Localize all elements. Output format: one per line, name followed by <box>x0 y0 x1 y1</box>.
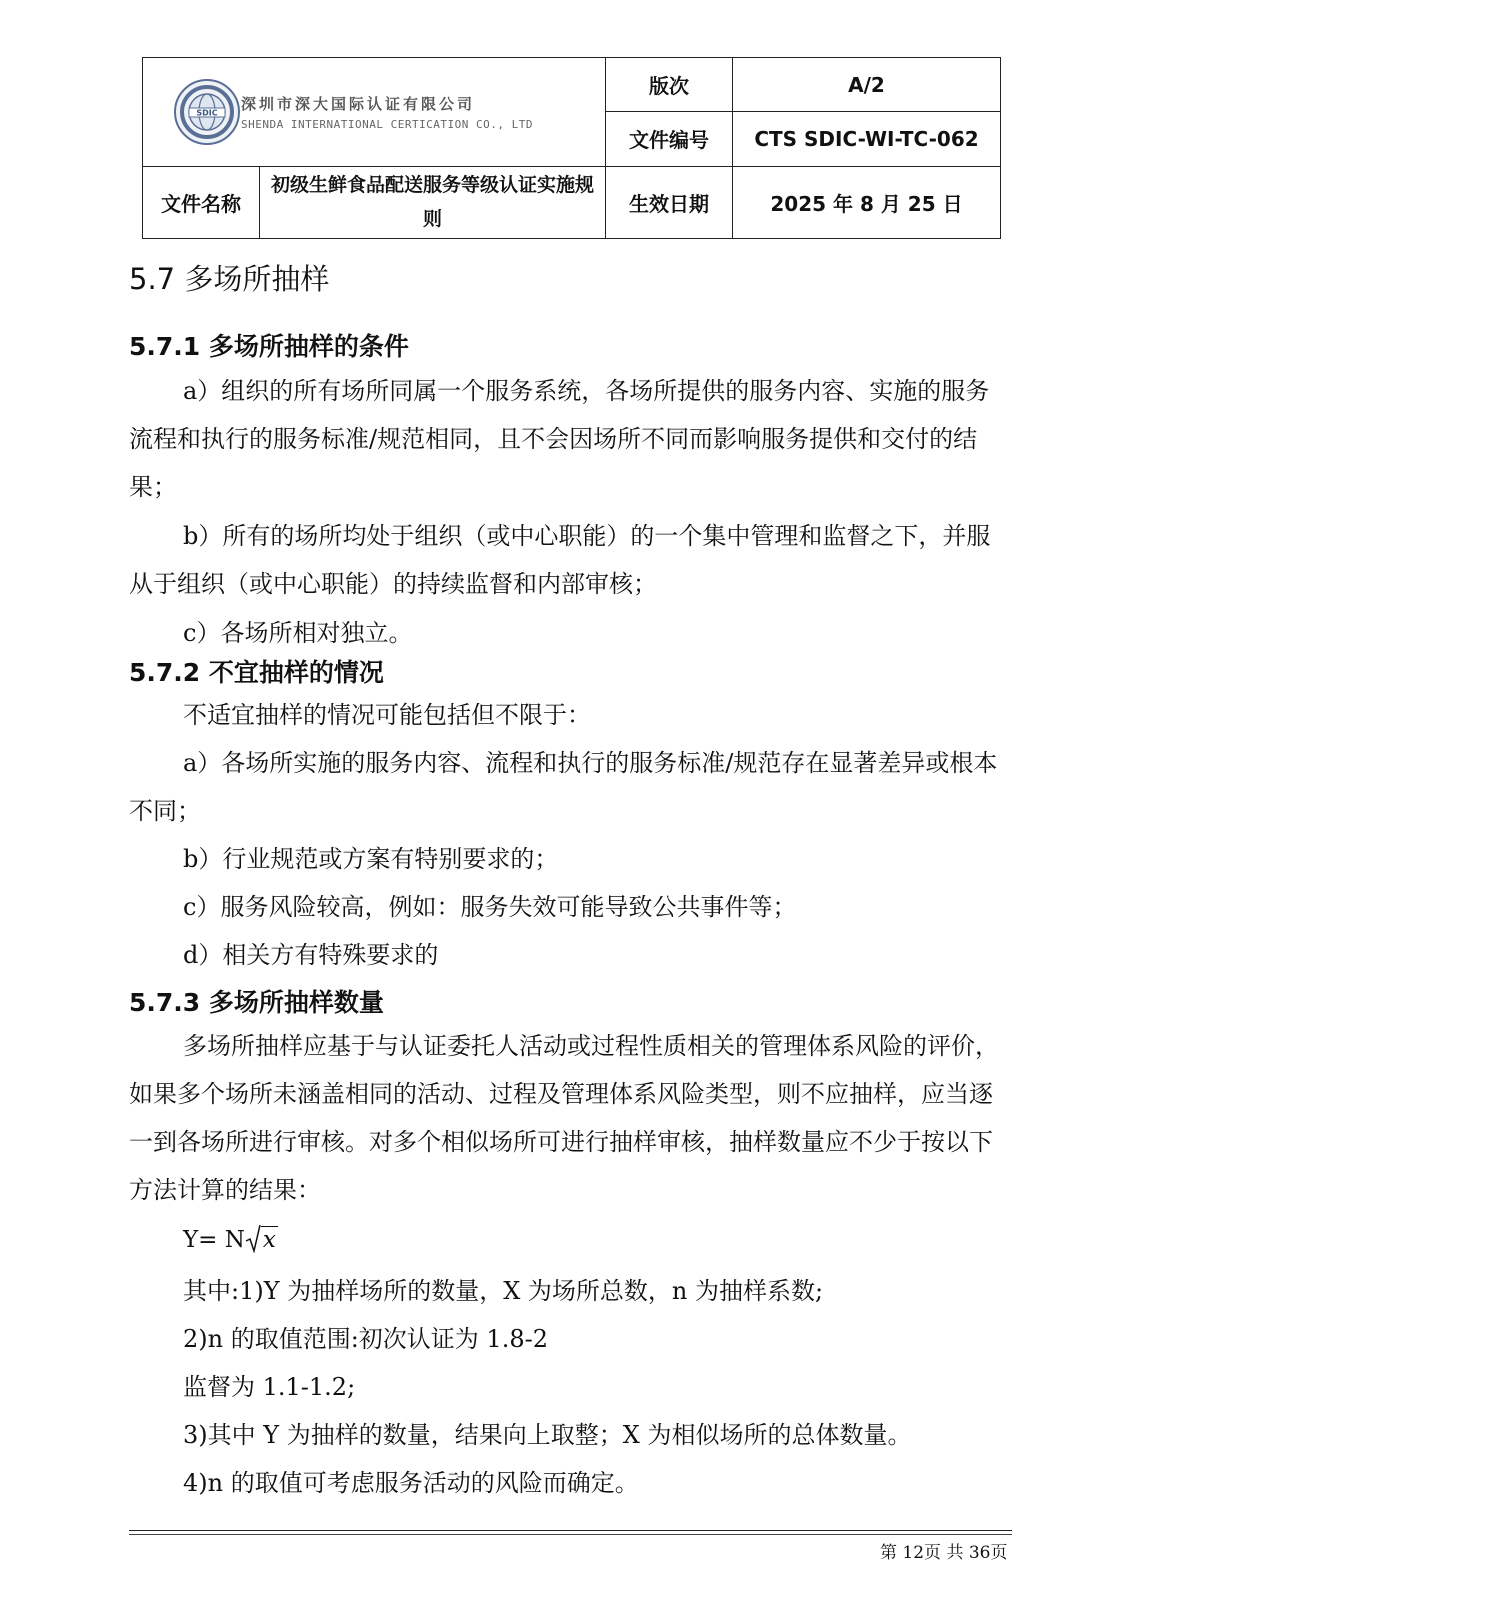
version-value: A/2 <box>733 58 1001 112</box>
section-heading-5-7-1: 5.7.1 多场所抽样的条件 <box>129 332 409 361</box>
effective-date-label: 生效日期 <box>606 166 733 238</box>
section-heading-5-7-3: 5.7.3 多场所抽样数量 <box>129 988 384 1017</box>
paragraph-where-4: 4)n 的取值可考虑服务活动的风险而确定。 <box>183 1469 639 1497</box>
paragraph-surveillance: 监督为 1.1-1.2; <box>183 1373 356 1401</box>
square-root-icon <box>245 1227 278 1253</box>
page-number: 第 12页 共 36页 <box>880 1543 1008 1563</box>
document-header-table <box>142 57 1001 239</box>
company-logo-icon <box>173 78 241 146</box>
paragraph-unsuitable-a: a）各场所实施的服务内容、流程和执行的服务标准/规范存在显著差异或根本不同； <box>129 749 998 825</box>
company-name-cn: 深圳市深大国际认证有限公司 <box>241 94 476 113</box>
formula-radicand: x <box>262 1227 276 1253</box>
doc-name-label: 文件名称 <box>143 166 260 238</box>
paragraph-where-2: 2)n 的取值范围:初次认证为 1.8-2 <box>183 1325 548 1353</box>
paragraph-sample-quantity: 多场所抽样应基于与认证委托人活动或过程性质相关的管理体系风险的评价，如果多个场所未涵盖相同的活动、过程及管理体系风险类型，则不应抽样，应当逐一到各场所进行审核。对多个相似场所可进行抽样审核，抽样数量应不少于按以下方法计算的结果： <box>129 1032 999 1204</box>
section-heading-5-7-2: 5.7.2 不宜抽样的情况 <box>129 658 384 687</box>
doc-number-value: CTS SDIC-WI-TC-062 <box>733 112 1001 166</box>
paragraph-unsuitable-c: c）服务风险较高，例如：服务失效可能导致公共事件等； <box>183 893 797 921</box>
paragraph-condition-c: c）各场所相对独立。 <box>183 619 413 647</box>
effective-date-value: 2025 年 8 月 25 日 <box>733 166 1001 238</box>
company-logo-cell <box>143 58 606 167</box>
paragraph-condition-a: a）组织的所有场所同属一个服务系统，各场所提供的服务内容、实施的服务流程和执行的服务标准/规范相同，且不会因场所不同而影响服务提供和交付的结果； <box>129 377 990 501</box>
sampling-formula <box>183 1227 278 1253</box>
paragraph-unsuitable-b: b）行业规范或方案有特别要求的； <box>183 845 559 873</box>
paragraph-unsuitable-d: d）相关方有特殊要求的 <box>183 941 439 969</box>
paragraph-where-1: 其中:1)Y 为抽样场所的数量，X 为场所总数，n 为抽样系数; <box>183 1277 824 1305</box>
formula-left: Y= N <box>183 1227 245 1253</box>
footer-divider <box>129 1530 1012 1531</box>
doc-name-value: 初级生鲜食品配送服务等级认证实施规则 <box>260 166 606 238</box>
logo-abbreviation: SDIC <box>196 108 218 118</box>
paragraph-condition-b: b）所有的场所均处于组织（或中心职能）的一个集中管理和监督之下，并服从于组织（或中心职能）的持续监督和内部审核； <box>129 522 991 598</box>
section-heading-5-7: 5.7 多场所抽样 <box>129 262 330 296</box>
doc-number-label: 文件编号 <box>606 112 733 166</box>
company-name-en: SHENDA INTERNATIONAL CERTICATION CO., LTD <box>241 117 534 131</box>
footer-divider-secondary <box>129 1534 1012 1535</box>
paragraph-where-3: 3)其中 Y 为抽样的数量，结果向上取整；X 为相似场所的总体数量。 <box>183 1421 912 1449</box>
version-label: 版次 <box>606 58 733 112</box>
paragraph-unsuitable-intro: 不适宜抽样的情况可能包括但不限于： <box>183 701 591 729</box>
